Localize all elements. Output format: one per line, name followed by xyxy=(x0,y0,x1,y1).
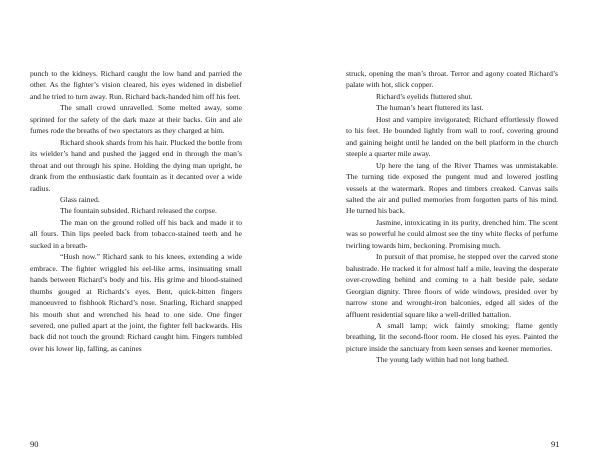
left-paragraph-1: punch to the kidneys. Richard caught the low hand and parried the other. As the fighter’s vision cleared, his eyes widened in disbelief and he tried to turn away. Run. Richard back-handed him off his feet. xyxy=(30,69,242,101)
right-page xyxy=(300,0,600,463)
left-page-text xyxy=(30,68,242,354)
right-paragraph-3: The human’s heart fluttered its last. xyxy=(376,103,484,113)
right-paragraph-6: Jasmine, intoxicating in its purity, drenched him. The scent was so powerful he could almost see the tiny white flecks of perfume twirling towards him, beckoning. Promising much. xyxy=(346,217,558,250)
right-paragraph-5: Up here the tang of the River Thames was unmistakable. The turning tide exposed the pungent mud and lowered jostling vessels at the watermark. Ropes and timbers creaked. Canvas sails salted the air and pulled memories from forgotten parts of his mind. He turned his back. xyxy=(346,160,558,216)
left-paragraph-5: The fountain subsided. Richard released the corpse. xyxy=(60,206,217,216)
left-paragraph-3: Richard shook shards from his hair. Plucked the bottle from its wielder’s hand and pushed the jagged end in through the man’s throat and out through his spine. Holding the dying man upright, he drank from the enthusiastic dark fountain as it decanted over a wide radius. xyxy=(30,137,242,193)
left-paragraph-4: Glass rained. xyxy=(60,194,100,204)
left-paragraph-7: “Hush now.” Richard sank to his knees, extending a wide embrace. The fighter wriggled his eel-like arms, insinuating small hands between Richard’s body and his. His grime and blood-stained thumbs gouged at Richards’s eyes. Bent, quick-bitten fingers manoeuvred to fishhook Richard’s nose. Snarling, Richard snapped his mouth shut and wrenched his head to one side. One finger severed, one pulled apart at the joint, the fighter fell backwards. His back did not touch the ground: Richard caught him. Fingers tumbled over his lower lip, falling, as canines xyxy=(30,252,242,353)
right-paragraph-8: A small lamp; wick faintly smoking; flame gently breathing, lit the second-floor room. He closed his eyes. Painted the picture inside the sanctuary from keen senses and keener memories. xyxy=(346,320,558,353)
right-paragraph-2: Richard’s eyelids fluttered shut. xyxy=(376,91,473,101)
right-paragraph-7: In pursuit of that promise, he stepped over the carved stone balustrade. He tracked it for almost half a mile, leaving the desperate over-crowding behind and coming to a halt beside pale, sedate Georgian dignity. Three floors of wide windows, presided over by narrow stone and wrought-iron balconies, edged all sides of the affluent residential square like a well-drilled battalion. xyxy=(346,252,558,319)
left-paragraph-6: The man on the ground rolled off his back and made it to all fours. Thin lips peeled back from tobacco-stained teeth and he sucked in a breath- xyxy=(30,217,242,250)
right-paragraph-1: struck, opening the man’s throat. Terror and agony coated Richard’s palate with hot, slick copper. xyxy=(346,69,558,90)
left-page-number: 90 xyxy=(30,439,39,449)
right-paragraph-4: Host and vampire invigorated; Richard effortlessly flowed to his feet. He bounded lightly from wall to roof, covering ground and gaining height until he landed on the bell platform in the church steeple a quarter mile away. xyxy=(346,114,558,159)
right-page-number: 91 xyxy=(551,439,560,449)
right-paragraph-9: The young lady within had not long bathed. xyxy=(376,355,509,365)
left-paragraph-2: The small crowd unravelled. Some melted away, some sprinted for the safety of the dark maze at their backs. Gin and ale fumes rode the breaths of two spectators as they charged at him. xyxy=(30,103,242,136)
right-page-text xyxy=(346,68,558,366)
